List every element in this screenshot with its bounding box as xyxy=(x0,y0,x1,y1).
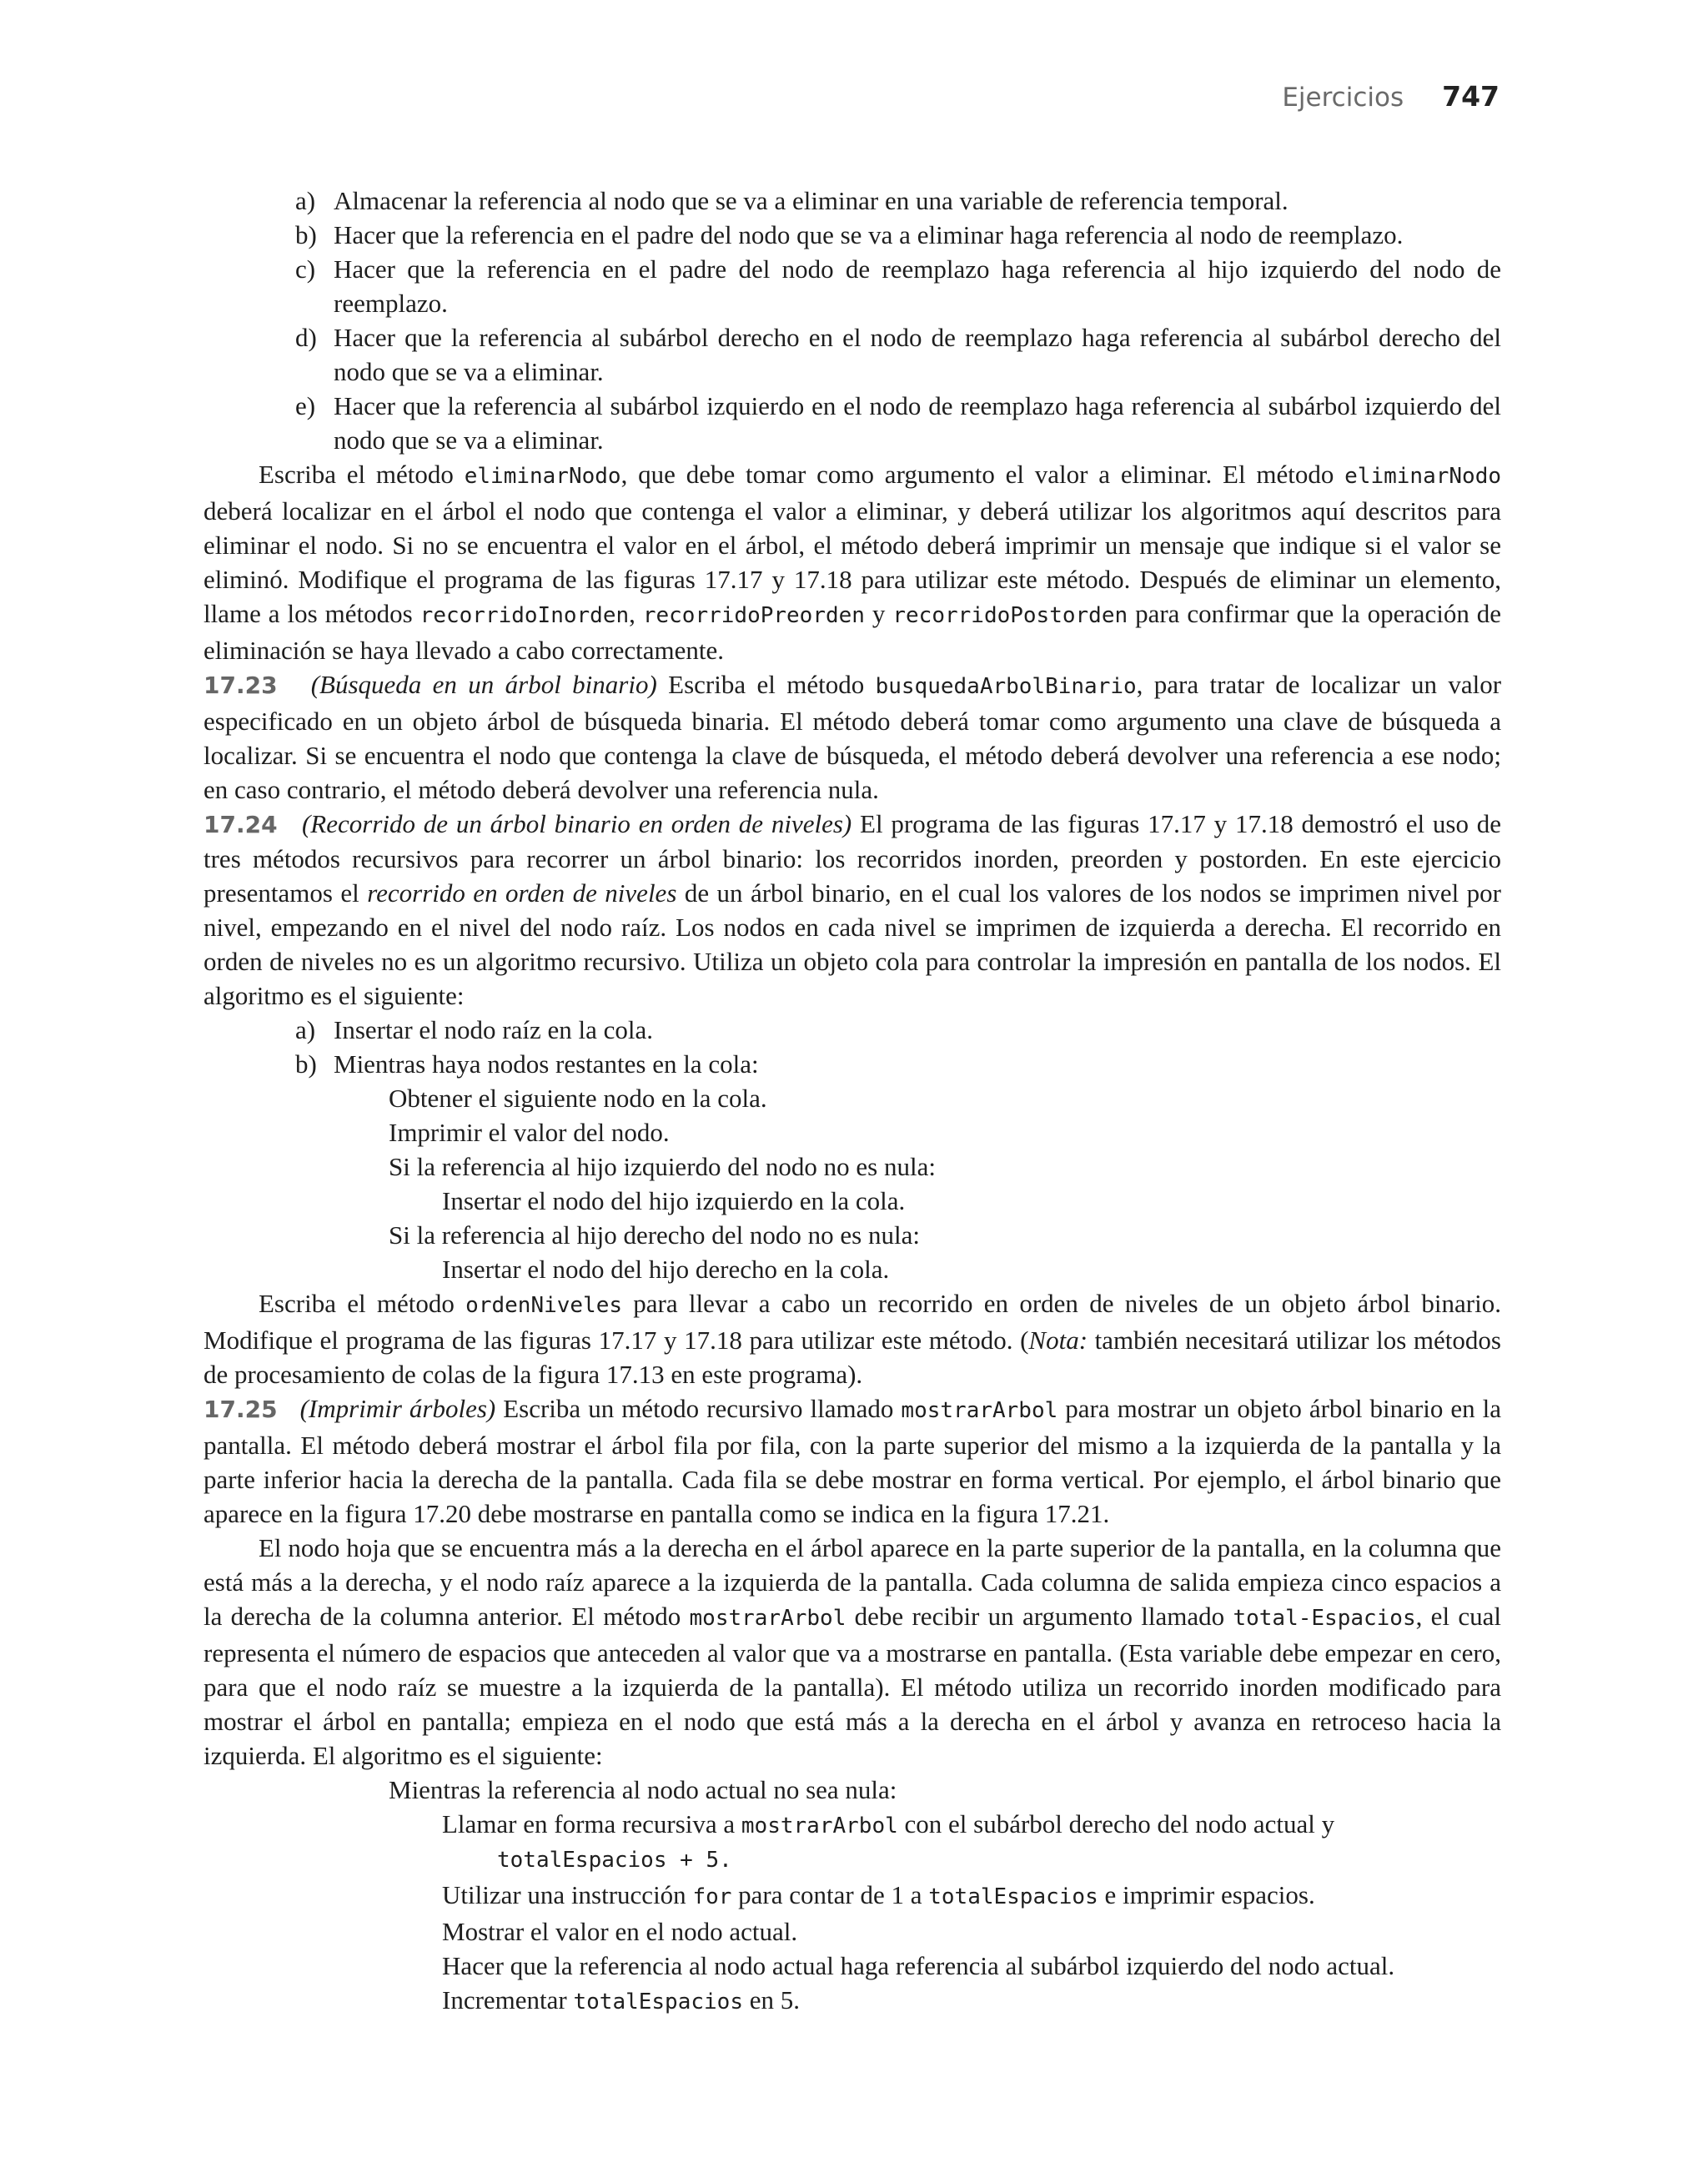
algorithm-line: Mientras la referencia al nodo actual no sea nula: xyxy=(389,1775,897,1804)
level-order-steps xyxy=(203,1013,1501,1081)
running-head: Ejercicios xyxy=(1282,83,1404,113)
code-busqueda-arbol-binario: busquedaArbolBinario xyxy=(875,674,1137,699)
list-item: b) Mientras haya nodos restantes en la cola: xyxy=(295,1049,759,1079)
algorithm-line: totalEspacios + 5. xyxy=(497,1848,732,1873)
mostrar-arbol-paragraph: El nodo hoja que se encuentra más a la derecha en el árbol aparece en la parte superior de la pantalla, en la columna que está más a la derecha, y el nodo raíz aparece a la izquierda de la pantalla. Cada columna de salida empieza cinco espacios a la derecha de la columna anterior. El método mostrarArbol debe recibir un argumento llamado total-Espacios, el cual representa el número de espacios que anteceden al valor que va a mostrarse en pantalla. (Esta variable debe empezar en cero, para que el nodo raíz se muestre a la izquierda de la pantalla). El método utiliza un recorrido inorden modificado para mostrar el árbol en pantalla; empieza en el nodo que está más a la derecha en el árbol y avanza en retroceso hacia la izquierda. El algoritmo es el siguiente: xyxy=(203,1533,1501,1770)
exercise-title: (Imprimir árboles) xyxy=(299,1394,496,1423)
code-orden-niveles: ordenNiveles xyxy=(465,1293,623,1318)
page-content xyxy=(203,184,1501,2020)
list-item: d) Hacer que la referencia al subárbol derecho en el nodo de reemplazo haga referencia al subárbol derecho del nodo que se va a eliminar. xyxy=(295,323,1501,386)
algorithm-line: Insertar el nodo del hijo izquierdo en la cola. xyxy=(442,1186,906,1215)
eliminar-nodo-paragraph: Escriba el método eliminarNodo, que debe tomar como argumento el valor a eliminar. El método eliminarNodo deberá localizar en el árbol el nodo que contenga el valor a eliminar, y deberá utilizar los algoritmos aquí descritos para eliminar el nodo. Si no se encuentra el valor en el árbol, el método deberá imprimir un mensaje que indique si el valor se eliminó. Modifique el programa de las figuras 17.17 y 17.18 para utilizar este método. Después de eliminar un elemento, llame a los métodos recorridoInorden, recorridoPreorden y recorridoPostorden para confirmar que la operación de eliminación se haya llevado a cabo correctamente. xyxy=(203,460,1502,665)
code-total-espacios: total-Espacios xyxy=(1233,1606,1416,1631)
list-item: b) Hacer que la referencia en el padre del nodo que se va a eliminar haga referencia al nodo de reemplazo. xyxy=(295,220,1404,249)
code-eliminar-nodo: eliminarNodo xyxy=(464,464,621,489)
code-mostrar-arbol: mostrarArbol xyxy=(689,1606,846,1631)
note-label: Nota: xyxy=(1028,1325,1088,1355)
code-mostrar-arbol: mostrarArbol xyxy=(901,1398,1058,1423)
list-item: e) Hacer que la referencia al subárbol izquierdo en el nodo de reemplazo haga referencia al subárbol izquierdo del nodo que se va a eliminar. xyxy=(295,391,1501,455)
exercise-17-23: 17.23 (Búsqueda en un árbol binario) Escriba el método busquedaArbolBinario, para tratar de localizar un valor especificado en un objeto árbol de búsqueda binaria. El método deberá tomar como argumento una clave de búsqueda a localizar. Si se encuentra el nodo que contenga la clave de búsqueda, el método deberá devolver una referencia a ese nodo; en caso contrario, el método deberá devolver una referencia nula. xyxy=(203,670,1502,804)
algorithm-line: Mostrar el valor en el nodo actual. xyxy=(442,1917,798,1946)
exercise-number: 17.23 xyxy=(203,672,278,699)
list-item: a) Almacenar la referencia al nodo que se va a eliminar en una variable de referencia temporal. xyxy=(295,186,1289,215)
algorithm-line: Utilizar una instrucción for para contar de 1 a totalEspacios e imprimir espacios. xyxy=(442,1880,1315,1909)
code-recorrido-postorden: recorridoPostorden xyxy=(892,603,1128,628)
algorithm-line: Obtener el siguiente nodo en la cola. xyxy=(389,1084,767,1113)
code-recorrido-inorden: recorridoInorden xyxy=(419,603,630,628)
code-recorrido-preorden: recorridoPreorden xyxy=(642,603,865,628)
orden-niveles-paragraph: Escriba el método ordenNiveles para llevar a cabo un recorrido en orden de niveles de un objeto árbol binario. Modifique el programa de las figuras 17.17 y 17.18 para utilizar este método. (Nota: también necesitará utilizar los métodos de procesamiento de colas de la figura 17.13 en este programa). xyxy=(203,1289,1501,1389)
algorithm-line: Llamar en forma recursiva a mostrarArbol con el subárbol derecho del nodo actual y xyxy=(442,1809,1335,1838)
algorithm-line: Imprimir el valor del nodo. xyxy=(389,1118,670,1147)
algorithm-line: Hacer que la referencia al nodo actual haga referencia al subárbol izquierdo del nodo actual. xyxy=(442,1951,1395,1980)
page-number: 747 xyxy=(1442,80,1500,113)
list-item: c) Hacer que la referencia en el padre del nodo de reemplazo haga referencia al hijo izquierdo del nodo de reemplazo. xyxy=(295,254,1501,318)
code-eliminar-nodo: eliminarNodo xyxy=(1344,464,1501,489)
algorithm-line: Si la referencia al hijo derecho del nodo no es nula: xyxy=(389,1220,920,1250)
deletion-steps-list xyxy=(203,184,1501,457)
exercise-title: (Búsqueda en un árbol binario) xyxy=(310,670,657,699)
list-item: a) Insertar el nodo raíz en la cola. xyxy=(295,1015,654,1044)
exercise-number: 17.25 xyxy=(203,1396,278,1423)
exercise-title: (Recorrido de un árbol binario en orden de niveles) xyxy=(301,809,852,838)
algorithm-line: Insertar el nodo del hijo derecho en la cola. xyxy=(442,1255,890,1284)
algorithm-line: Si la referencia al hijo izquierdo del nodo no es nula: xyxy=(389,1152,936,1181)
exercise-17-25: 17.25 (Imprimir árboles) Escriba un método recursivo llamado mostrarArbol para mostrar un objeto árbol binario en la pantalla. El método deberá mostrar el árbol fila por fila, con la parte superior del mismo a la izquierda de la pantalla y la parte inferior hacia la derecha de la pantalla. Cada fila se debe mostrar en forma vertical. Por ejemplo, el árbol binario que aparece en la figura 17.20 debe mostrarse en pantalla como se indica en la figura 17.21. xyxy=(203,1394,1501,1528)
page-header xyxy=(1282,80,1500,113)
exercise-17-24: 17.24 (Recorrido de un árbol binario en orden de niveles) El programa de las figuras 17.17 y 17.18 demostró el uso de tres métodos recursivos para recorrer un árbol binario: los recorridos inorden, preorden y postorden. En este ejercicio presentamos el recorrido en orden de niveles de un árbol binario, en el cual los valores de los nodos se imprimen nivel por nivel, empezando en el nivel del nodo raíz. Los nodos en cada nivel se imprimen de izquierda a derecha. El recorrido en orden de niveles no es un algoritmo recursivo. Utiliza un objeto cola para controlar la impresión en pantalla de los nodos. El algoritmo es el siguiente: xyxy=(203,809,1502,1010)
exercise-number: 17.24 xyxy=(203,811,278,838)
algorithm-line: Incrementar totalEspacios en 5. xyxy=(442,1985,800,2015)
term-recorrido-orden-niveles: recorrido en orden de niveles xyxy=(367,878,677,908)
